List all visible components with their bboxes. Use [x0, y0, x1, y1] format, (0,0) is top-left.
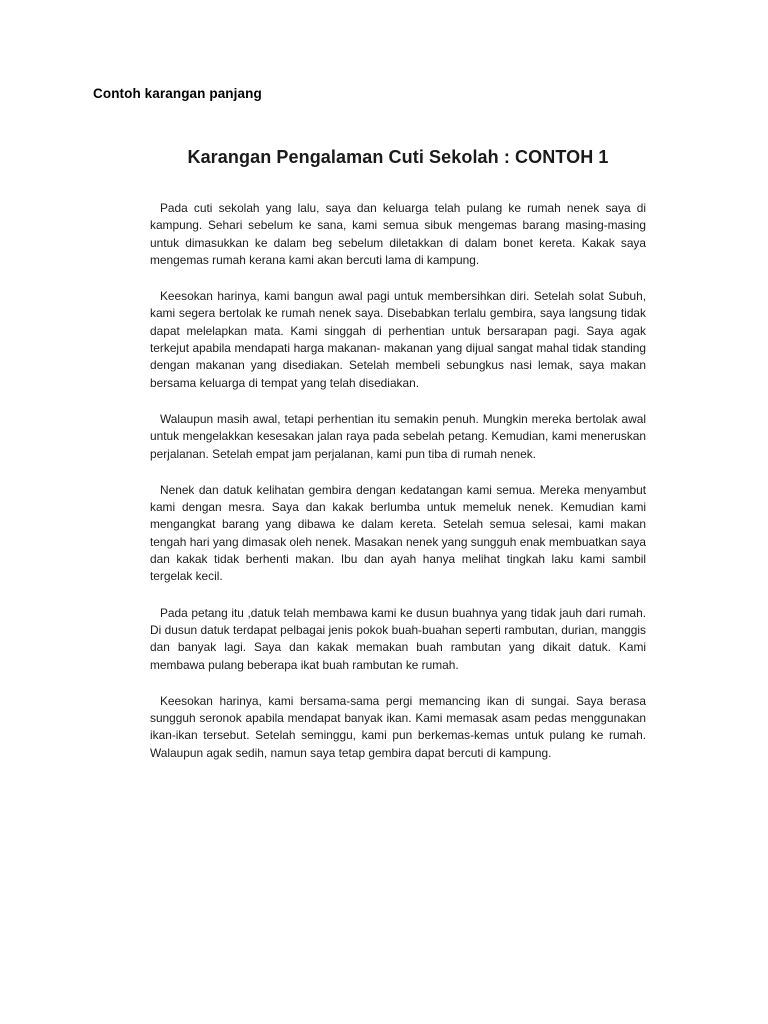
essay-title: Karangan Pengalaman Cuti Sekolah : CONTOH 1	[187, 147, 609, 167]
page-heading: Contoh karangan panjang	[93, 86, 262, 101]
essay-paragraph-6: Keesokan harinya, kami bersama-sama pergi memancing ikan di sungai. Saya berasa sungguh seronok apabila mendapat banyak ikan. Kami memasak asam pedas menggunakan ikan-ikan tersebut. Setelah seminggu, kami pun berkemas-kemas untuk pulang ke rumah. Walaupun agak sedih, namun saya tetap gembira dapat bercuti di kampung.	[150, 693, 646, 760]
essay-paragraph-3: Walaupun masih awal, tetapi perhentian itu semakin penuh. Mungkin mereka bertolak awal untuk mengelakkan kesesakan jalan raya pada sebelah petang. Kemudian, kami meneruskan perjalanan. Setelah empat jam perjalanan, kami pun tiba di rumah nenek.	[150, 411, 646, 461]
essay-paragraph-2: Keesokan harinya, kami bangun awal pagi untuk membersihkan diri. Setelah solat Subuh, kami segera bertolak ke rumah nenek saya. Disebabkan terlalu gembira, saya langsung tidak dapat melelapkan mata. Kami singgah di perhentian untuk bersarapan pagi. Saya agak terkejut apabila mendapati harga makanan- makanan yang dijual sangat mahal tidak standing dengan makanan yang disediakan. Setelah membeli sebungkus nasi lemak, saya makan bersama keluarga di tempat yang telah disediakan.	[150, 289, 646, 390]
essay-paragraph-5: Pada petang itu ,datuk telah membawa kami ke dusun buahnya yang tidak jauh dari rumah. Di dusun datuk terdapat pelbagai jenis pokok buah-buahan seperti rambutan, durian, manggis dan banyak lagi. Saya dan kakak memakan buah rambutan yang dikait datuk. Kami membawa pulang beberapa ikat buah rambutan ke rumah.	[150, 605, 646, 672]
scanned-essay	[150, 145, 646, 795]
essay-paragraph-1: Pada cuti sekolah yang lalu, saya dan keluarga telah pulang ke rumah nenek saya di kampung. Sehari sebelum ke sana, kami semua sibuk mengemas barang masing-masing untuk dimasukkan ke dalam beg sebelum diletakkan di dalam bonet kereta. Kakak saya mengemas rumah kerana kami akan bercuti lama di kampung.	[150, 201, 646, 267]
essay-paragraph-4: Nenek dan datuk kelihatan gembira dengan kedatangan kami semua. Mereka menyambut kami dengan mesra. Saya dan kakak berlumba untuk memeluk nenek. Kemudian kami mengangkat barang yang dibawa ke dalam kereta. Setelah semua selesai, kami makan tengah hari yang dimasak oleh nenek. Masakan nenek yang sungguh enak membuatkan saya dan kakak tidak berhenti makan. Ibu dan ayah hanya melihat tingkah laku kami sambil tergelak kecil.	[150, 482, 646, 584]
